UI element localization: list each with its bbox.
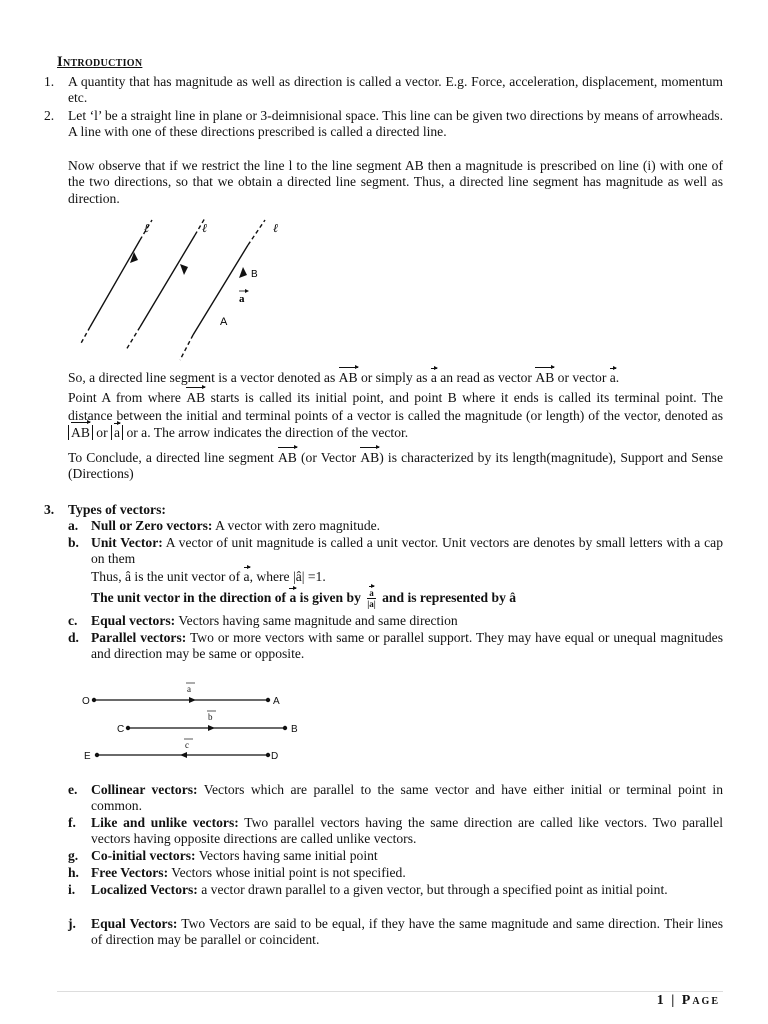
footer-divider (57, 991, 723, 992)
type-b: Unit Vector: A vector of unit magnitude is called a unit vector. Unit vectors are denotes by small letters with a cap on them (91, 535, 724, 567)
so-paragraph: So, a directed line segment is a vector denoted as AB or simply as a an read as vector AB or vector a. (68, 370, 620, 385)
label-vec-b: b (208, 712, 213, 722)
vector-a-4: a (243, 569, 250, 584)
point-a-paragraph: Point A from where AB starts is called its initial point, and point B where it ends is called its terminal point. The distance between the initial and terminal points of a vector is called the magnitude (or length) of the vector, denoted as AB or a or a. The arrow indicates the direction of the vector. (68, 390, 724, 440)
vector-AB-5: AB (277, 450, 297, 465)
type-g-label: g. (68, 848, 79, 863)
line-1 (90, 240, 140, 327)
type-b-unit-direction: The unit vector in the direction of a is given by $\frac{a}{|a|}$ and is represented by â (91, 588, 517, 610)
vector-a-5: a (289, 590, 297, 605)
vector-AB-2: AB (535, 370, 555, 385)
vector-a-3: a (114, 425, 121, 440)
label-D: D (271, 751, 279, 762)
type-a-label: a. (68, 518, 79, 533)
type-h: Free Vectors: Vectors whose initial point is not specified. (91, 865, 406, 880)
label-vec-a2: a (187, 684, 191, 694)
type-e-label: e. (68, 782, 78, 797)
conclude-paragraph: To Conclude, a directed line segment AB (or Vector AB) is characterized by its length(magnitude), Support and Sense (Directions) (68, 450, 724, 482)
type-f: Like and unlike vectors: Two parallel vectors having the same direction are called like vectors. Two parallel vectors having opposite directions are called unlike vectors. (91, 815, 723, 847)
label-A2: A (273, 696, 280, 707)
label-C: C (117, 724, 125, 735)
parallel-vectors-figure (80, 680, 310, 765)
label-vec-a: a (239, 293, 245, 305)
label-l1: ℓ (144, 221, 149, 235)
vector-AB: AB (338, 370, 358, 385)
type-d: Parallel vectors: Two or more vectors with same or parallel support. They may have equal or unequal magnitudes and direction may be same or opposite. (91, 630, 723, 662)
arrow-up-3 (239, 267, 247, 278)
directed-lines-figure (60, 210, 310, 370)
type-j-label: j. (68, 916, 76, 931)
label-vec-c: c (185, 740, 189, 750)
label-B: B (251, 269, 258, 280)
type-f-label: f. (68, 815, 76, 830)
page-number: 1 | Page (656, 993, 720, 1008)
label-l2: ℓ (202, 221, 207, 235)
vector-AB-6: AB (360, 450, 380, 465)
vector-a-2: a (609, 370, 616, 385)
arrow-down-2 (180, 264, 188, 275)
label-A: A (220, 316, 228, 328)
vector-AB-3: AB (186, 390, 206, 405)
label-l3: ℓ (273, 221, 278, 235)
vector-AB-4: AB (71, 425, 90, 440)
label-O: O (82, 696, 90, 707)
type-b-thus: Thus, â is the unit vector of a, where |â| =1. (91, 569, 326, 584)
page-title: Introduction (57, 54, 143, 70)
line-2 (140, 235, 195, 327)
item-3-number: 3. (44, 502, 55, 517)
arrow-right-a (189, 697, 196, 703)
types-heading: Types of vectors: (68, 502, 166, 517)
item-2-number: 2. (44, 108, 55, 123)
label-B2: B (291, 724, 298, 735)
type-j: Equal Vectors: Two Vectors are said to be equal, if they have the same magnitude and same direction. Their lines of direction may be parallel or coincident. (91, 916, 723, 948)
vector-a-6: a (369, 588, 374, 599)
item-2-text: Let ‘l’ be a straight line in plane or 3-deimnisional space. This line can be given two directions by means of arrowheads. A line with one of these directions prescribed is called a directed line. (68, 108, 723, 140)
type-e: Collinear vectors: Vectors which are parallel to the same vector and have either initial or terminal point in common. (91, 782, 723, 814)
arrow-up-1 (130, 252, 138, 263)
item-1-text: A quantity that has magnitude as well as direction is called a vector. E.g. Force, acceleration, displacement, momentum etc. (68, 74, 723, 106)
item-1-number: 1. (44, 74, 55, 89)
type-g: Co-initial vectors: Vectors having same initial point (91, 848, 378, 863)
type-b-label: b. (68, 535, 79, 550)
type-i: Localized Vectors: a vector drawn parallel to a given vector, but through a specified point as initial point. (91, 882, 668, 897)
type-c-label: c. (68, 613, 78, 628)
observe-paragraph: Now observe that if we restrict the line l to the line segment AB then a magnitude is prescribed on line (i) with one of the two directions, so that we obtain a directed line segment. Thus, a directed line segment has magnitude as well as direction. (68, 158, 723, 206)
arrow-left-c (180, 752, 187, 758)
vector-a: a (430, 370, 437, 385)
type-d-label: d. (68, 630, 79, 645)
type-c: Equal vectors: Vectors having same magnitude and same direction (91, 613, 458, 628)
type-i-label: i. (68, 882, 76, 897)
label-E: E (84, 751, 91, 762)
type-h-label: h. (68, 865, 79, 880)
unit-fraction: $\frac{a}{|a|}$ (367, 588, 376, 610)
type-a: Null or Zero vectors: A vector with zero magnitude. (91, 518, 381, 533)
arrow-right-b (208, 725, 215, 731)
